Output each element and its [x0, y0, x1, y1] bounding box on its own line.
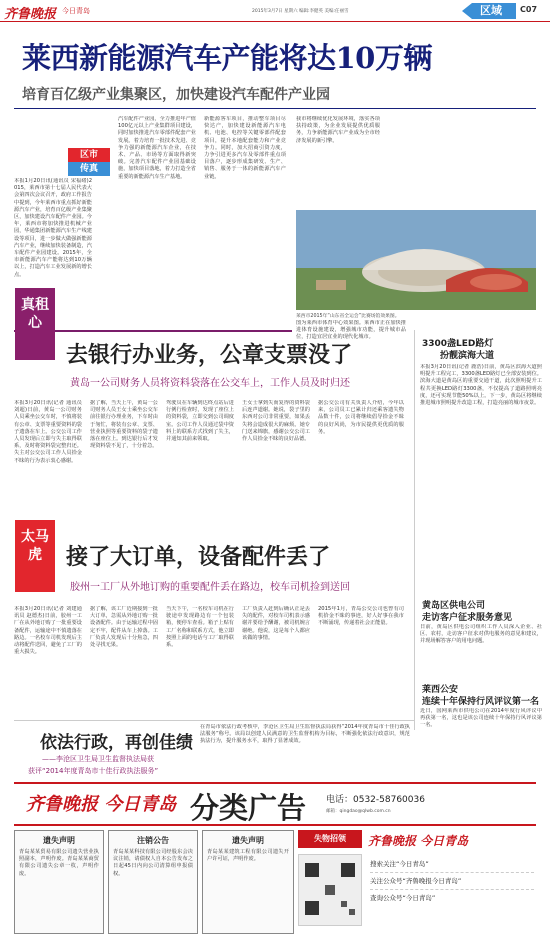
story2-col4: 王女士拿到失而复得的资料袋后连声道谢。她说，袋子里的东西对公司非常重要，如果丢失将会造成很大的麻烦。她专门送来锦旗，感谢公交公司工作人员拾金不昧的良好品德。 — [242, 400, 310, 443]
story1-col3: 新能源客车项目，推动整车项目尽快达产，加快建设新能源汽车电机、电池、电控等关键零部件配套项目，提升本地配套能力和产业竞争力。同时，加大招商引资力度，力争引进更多汽车及零部件重点项目落户，逐步形成集研发、生产、销售、服务于一体的新能源汽车产业链。 — [204, 116, 286, 180]
story3-col5: 2015年1月，青岛公交公司也曾有司机拾金不昧的事迹，好人好事在我市不断涌现，传递着社会正能量。 — [318, 606, 404, 627]
story4-headline: 依法行政，再创佳绩 — [40, 733, 193, 753]
column-rule — [414, 330, 415, 730]
section-divider — [14, 330, 292, 332]
story3-col2: 据了解，该工厂近期接到一批大订单，急需从外地订购一批设备配件。由于运输过程中固定不牢，配件从车上掉落。工厂负责人发现后十分焦急，四处寻找无果。 — [90, 606, 158, 649]
story3-col3: 当天下午，一名校车司机在行驶途中发现路边有一个包装箱，便停车查看。箱子上贴有工厂名称和联系方式，他立即按照上面的电话与工厂取得联系。 — [166, 606, 234, 649]
story2-col1: 本报3月20日讯(记者 通讯员 刘超)日前，黄岛一公司财务人员乘坐公交车时，不慎将装有公章、支票等重要资料的袋子遗落在车上。公交公司工作人员发现后立即与失主取得联系，及时将资料袋完整归还。失主对公交公司工作人员拾金不昧的行为表示衷心感谢。 — [14, 400, 82, 464]
story4-body: 在青岛市依法行政考核中，李沧区卫生局卫生监督执法局获得“2014年度青岛市十佳行政执法服务”称号。该局以创建人民满意的卫生监督机构为目标，不断强化依法行政意识，规范执法行为，提升服务水平，取得了显著成效。 — [200, 724, 410, 745]
notice-body: 青岛某某贸易有限公司遗失营业执照副本，声明作废。青岛某某商贸有限公司遗失公章一枚，声明作废。 — [19, 849, 99, 877]
story2-subhead: 黄岛一公司财务人员将资料袋落在公交车上，工作人员及时归还 — [70, 378, 350, 389]
lost-ad-line: 查询公众号“今日青岛” — [370, 894, 436, 902]
lost-and-found-ad — [298, 830, 538, 934]
notice-title: 遗失声明 — [232, 836, 264, 845]
section-badge: 区域 — [472, 3, 516, 19]
story4-sub2: 获评“2014年度青岛市十佳行政执法服务” — [28, 767, 159, 775]
right-body-2: 日前，黄岛区供电公司组织工作人员深入企业、社区、农村，走访客户征求对供电服务的意见和建议，并现场解答客户的用电问题。 — [420, 624, 542, 645]
newspaper-logo: 齐鲁晚报 — [4, 7, 57, 22]
story3-headline: 接了大订单，设备配件丢了 — [66, 544, 331, 570]
classified-title: 分类广告 — [190, 791, 307, 825]
date-line: 2015年3月7日 星期六 编辑:李健英 美编:任丽雪 — [252, 9, 349, 14]
notice-box — [202, 830, 294, 934]
notice-box — [108, 830, 198, 934]
right-headline-3: 莱西公安 — [422, 685, 459, 695]
story3-col1: 本报3月20日讯(记者 刘建通讯员 赵德杰)日前，胶州一工厂在从外地订购了一批重要设备配件，运输途中不慎遗落在路边。一名校车司机发现后主动将配件送回，避免了工厂的重大损失。 — [14, 606, 82, 656]
story2-headline: 去银行办业务，公章支票没了 — [66, 342, 353, 368]
qr-code-icon — [298, 854, 362, 926]
story2-tag: 真租心 — [15, 288, 55, 360]
lost-ad-lines — [370, 856, 534, 906]
story1-headline: 莱西新能源汽车产能将达10万辆 — [22, 41, 432, 75]
story1-col4: 我市将继续优化发展环境，落实各项扶持政策，为企业发展提供优质服务，力争新能源汽车产业成为全市经济发展的新引擎。 — [296, 116, 380, 144]
story1-subhead: 培育百亿级产业集聚区，加快建设汽车配件产业园 — [22, 87, 330, 103]
story2-col2: 据了解，当天上午，黄岛一公司财务人员王女士乘坐公交车前往银行办理业务，下车时由于匆忙，将装有公章、支票、营业执照等重要资料的袋子遗落在座位上。到达银行后才发现资料袋不见了，十分着急。 — [90, 400, 158, 450]
notice-title: 遗失声明 — [43, 836, 75, 845]
story4-rule — [14, 720, 414, 721]
lost-ad-line: 关注公众号“齐鲁晚报今日青岛” — [370, 873, 534, 890]
story1-rule — [14, 108, 536, 109]
notice-body: 青岛某某建筑工程有限公司遗失开户许可证，声明作废。 — [207, 849, 289, 863]
classified-logo: 齐鲁晚报 今日青岛 — [26, 794, 177, 815]
notice-title: 注销公告 — [137, 836, 169, 845]
right-headline-2: 黄岛区供电公司 — [422, 601, 486, 611]
story1-col1: 本报1月20日讯(通讯员 宋福绪)2015，莱西市第十七届人民代表大会第四次会议召开，政府工作报告中提到，今年莱西市重点抓好新能源汽车产业，培育百亿级产业集聚区，加快建设汽车配件产业园。今年，莱西市将加快推进机械产业园，华通集团新能源汽车生产线建设等项目，进一步做大做强新能源汽车产业，继续加快装备制造，汽车配件产业园建设。2015年，全市新能源汽车产能将达到10万辆以上，打造汽车工业发展新的增长点。 — [14, 178, 92, 278]
right-subhead-3: 连续十年保持行风评议第一名 — [422, 697, 540, 707]
right-headline-1: 3300盏LED路灯 — [422, 339, 494, 349]
right-body-3: 近日，国网莱西市供电公司在2014年度行风评议中再获第一名，这也是该公司连续十年保持行风评议第一名。 — [420, 708, 542, 729]
lost-ad-brand: 齐鲁晚报 今日青岛 — [368, 834, 469, 848]
story4-sub1: ——李沧区卫生局卫生监督执法局获 — [42, 755, 154, 763]
notice-box — [14, 830, 104, 934]
notice-body: 青岛某某科技有限公司经股东会决议注销，请债权人自本公告发布之日起45日内向公司清算组申报债权。 — [113, 849, 193, 877]
stadium-photo — [296, 210, 536, 310]
edition-name: 今日青岛 — [62, 7, 90, 15]
story3-tag: 太马虎 — [15, 520, 55, 592]
lost-ad-title: 失物招领 — [298, 830, 362, 848]
classified-phone: 电话：0532-58760036 — [326, 795, 425, 805]
right-subhead-2: 走访客户征求服务意见 — [422, 613, 513, 623]
story3-col4: 工厂负责人赶到后确认正是丢失的配件，对校车司机表示感谢并要给予酬谢，被司机婉言谢绝。他说，这是每个人都应该做的事情。 — [242, 606, 310, 641]
lost-ad-line: 搜索关注“今日青岛” — [370, 856, 534, 873]
classified-email: 邮箱：qingdao@qlwb.com.cn — [326, 809, 391, 814]
page-number: C07 — [520, 5, 538, 14]
right-subhead-1: 扮靓滨海大道 — [440, 351, 495, 361]
right-body-1: 本报3月20日讯(记者 鹿浩)日前，黄岛区滨海大道照明提升工程完工，3300盏LED路灯已全部安装到位。滨海大道是黄岛区的重要交通干道，此次照明提升工程共更换LED路灯3300盏，不仅提高了道路照明亮度，还可实现节能50%以上。下一步，黄岛区将继续推进城市照明提升改造工程，打造亮丽的城市夜景。 — [420, 364, 542, 407]
story2-col5: 据公交公司有关负责人介绍，今年以来，公司员工已累计归还乘客遗失物品数十件，公司将继续倡导拾金不昧的良好风尚，为市民提供更优质的服务。 — [318, 400, 404, 435]
photo-caption: 莱西市2015年“山东省全运会”比赛场馆效果图。 — [296, 314, 400, 319]
quxin-badge-bottom: 传真 — [68, 162, 110, 176]
section-arrow-icon — [462, 3, 472, 19]
story2-col3: 驾驶员在车辆到达终点站后进行例行检查时，发现了座位上的资料袋，立即交到公司调度室。公司工作人员通过袋中资料上的联系方式找到了失主，并通知其前来领取。 — [166, 400, 234, 443]
story3-subhead: 胶州一工厂从外地订购的重要配件丢在路边，校车司机捡到送回 — [70, 582, 350, 593]
caption-body: 图为莱西市体育中心效果图。莱西市正在加快推进体育设施建设，增强城市功能，提升城市品位，打造宜居宜业的现代化城市。 — [296, 320, 406, 341]
story1-col2: 汽车配件产业园，全力推进年产值100亿元以上产业集群项目建设，同时加快推进汽车零部件配套产业发展。着力培育一批技术先进、竞争力强的新能源汽车企业，在技术、产品、市场等方面取得新突破。完善汽车配件产业园基础设施，加快项目落地，着力打造全省重要的新能源汽车生产基地。 — [118, 116, 196, 180]
quxin-badge-top: 区市 — [68, 148, 110, 162]
